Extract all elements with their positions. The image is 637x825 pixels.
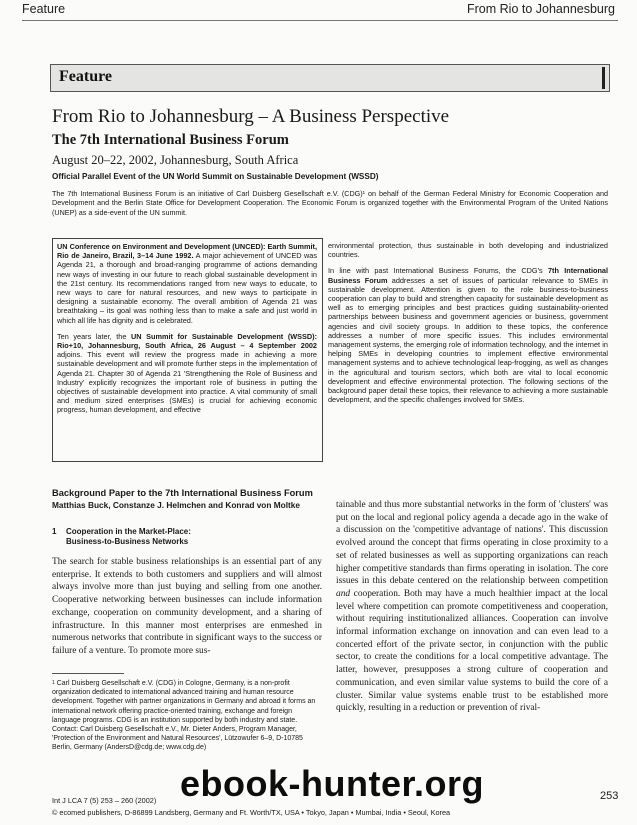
journal-citation: Int J LCA 7 (5) 253 – 260 (2002) (52, 796, 157, 805)
section-line-2: Business-to-Business Networks (66, 537, 189, 546)
body-right (336, 499, 608, 715)
right-paragraph-2 (328, 266, 608, 404)
body-right-post: cooperation. Both may have a much healthier impact at the local level where competition can promote competitiveness and cooperation, without requiring institutionalized alliances. Cooperation can involve informal information exchange on innovation and can even lead to a concerted effort of the private sector, in conjunction with the public sector, to create the conditions for a local competitive advantage. The latter, however, presupposes a strong culture of cooperation and communication, and even similar value systems to build the core of a cluster. Similar value systems enable trust to be established more quickly, resulting in a reduction or prevention of rival- (336, 588, 608, 714)
article-title: From Rio to Johannesburg – A Business Perspective (52, 106, 450, 127)
section-number: 1 (52, 527, 57, 536)
dateline: August 20–22, 2002, Johannesburg, South Africa (52, 153, 299, 167)
right-p2-pre: In line with past International Business Forums, the CDG's (328, 266, 548, 276)
box-paragraph-2 (57, 332, 317, 415)
footnote-rule (52, 673, 124, 674)
box-column (57, 242, 317, 422)
box-p2-pre: Ten years later, the (57, 331, 131, 341)
footnote-mark: 1 (52, 680, 55, 686)
right-paragraph-1: environmental protection, thus sustainable in both developing and industrialized countries. (328, 241, 608, 260)
box-p1-text: A major achievement of UNCED was Agenda 21, a thorough and broad-ranging programme of actions demanding new ways of investing in our future to reach global sustainable development in the 21st century. Its recommendations ranged from new ways to educate, to new ways to care for natural resources, and new ways to participate in designing a sustainable economy. The overall ambition of Agenda 21 was breathtaking – its goal was nothing less than to make a safe and just world in which all life has dignity and is celebrated. (57, 251, 317, 325)
box-p1-bold: UN Conference on Environment and Development (UNCED): Earth Summit, Rio de Janeiro, Brazil, 3–14 June 1992. (57, 242, 317, 261)
header-rule (22, 20, 618, 21)
authors: Matthias Buck, Constanze J. Helmchen and Konrad von Moltke (52, 500, 301, 510)
official-event: Official Parallel Event of the UN World Summit on Sustainable Development (WSSD) (52, 172, 379, 181)
feature-label: Feature (59, 68, 113, 85)
body-right-pre: tainable and thus more substantial networks in the form of 'clusters' was put on the local and regional policy agenda a decade ago in the wake of a discussion on the 'competitive advantage of nations'. This discussion evolved around the concept that firms operating in close proximity to a set of related businesses as well as supporting organizations can reach higher competitive standards than firms operating in isolation. The core issues in this debate centered on the relationship between competition (336, 500, 608, 587)
body-left: The search for stable business relationships is an essential part of any enterprise. It extends to both customers and suppliers and will almost always involve more than just buying and selling from one another. Cooperative networking between businesses can include information exchange, cooperation on community development, and a sharing of infrastructure. In this manner most enterprises are enmeshed in numerous networks that contribute in significant ways to the success or failure of a venture. To promote more sus- (52, 557, 322, 656)
copyright-line: © ecomed publishers, D-86899 Landsberg, Germany and Ft. Worth/TX, USA • Tokyo, Japan • Mumbai, India • Seoul, Korea (52, 808, 451, 817)
section-heading (52, 527, 191, 547)
background-title: Background Paper to the 7th International Business Forum (52, 488, 313, 498)
right-p2-text: addresses a set of issues of particular relevance to SMEs in sustainable development. Attention is given to the role business-to-business cooperation can play to build and strengthen capacity for sustainable development as well as to emerging principles and best practices guiding sustainability-oriented partnerships between business and government agencies or business, government agencies and civil society groups. In addition to these topics, the conference addresses a number of more specific issues. This includes environmental management systems, the emerging role of information technology, and the internet in helping SMEs in developing countries to implement effective environmental management systems and to achieve technological leap-frogging, as well as changes in the agricultural and tourism sectors, which both are vital to local economic development and effective environmental protection. The following sections of the background paper detail these topics, their relevance to achieving a more sustainable development, and the specific challenges involved for SMEs. (328, 275, 608, 405)
intro-paragraph: The 7th International Business Forum is an initiative of Carl Duisberg Gesellschaft e.V. (CDG)¹ on behalf of the German Federal Ministry for Economic Cooperation and Development and the Berlin State Office for Development Cooperation. The Economic Forum is organized together with the Environmental Program of the United Nations (UNEP) as a side-event of the UN summit. (52, 189, 608, 217)
article-subtitle: The 7th International Business Forum (52, 132, 289, 148)
feature-banner (50, 64, 610, 92)
page-number: 253 (600, 790, 619, 802)
running-title: From Rio to Johannesburg (467, 2, 615, 16)
running-section: Feature (22, 2, 66, 16)
section-line-1: Cooperation in the Market-Place: (66, 527, 191, 536)
box-p2-text: adjoins. This event will review the progress made in achieving a more sustainable development and will promote further steps in the implementation of Agenda 21. Chapter 30 of Agenda 21 'Strengthening the Role of Business and Industry' explicitly recognizes the important role of business in putting the objectives of sustainable development into practice. A vital community of small and medium sized enterprises (SMEs) is crucial for achieving economic progress, human development, and effective (57, 350, 317, 415)
right-column (328, 241, 608, 411)
footnote (52, 679, 322, 753)
box-paragraph-1 (57, 242, 317, 325)
banner-end-bar (602, 67, 605, 89)
body-right-em: and (336, 588, 351, 599)
footnote-text: Carl Duisberg Gesellschaft e.V. (CDG) in Cologne, Germany, is a non-profit organization dedicated to international advanced training and human resource development. Together with partner organizations in Germany and abroad it forms an international network offering practice-oriented training, exchange and foreign language programs. CDG is an institution supported by both industry and state. Contact: Carl Duisberg Gesellschaft e.V., Mr. Dieter Anders, Program Manager, 'Protection of the Environment and Natural Resources', Lützowufer 6–9, D-10785 Berlin, Germany (AndersD@cdg.de; www.cdg.de) (52, 680, 316, 752)
right-p2-bold: 7th International Business Forum (328, 266, 608, 285)
watermark: ebook-hunter.org (180, 763, 484, 804)
box-p2-bold: UN Summit for Sustainable Development (WSSD): Rio+10, Johannesburg, South Africa, 26 August – 4 September 2002 (57, 331, 317, 351)
